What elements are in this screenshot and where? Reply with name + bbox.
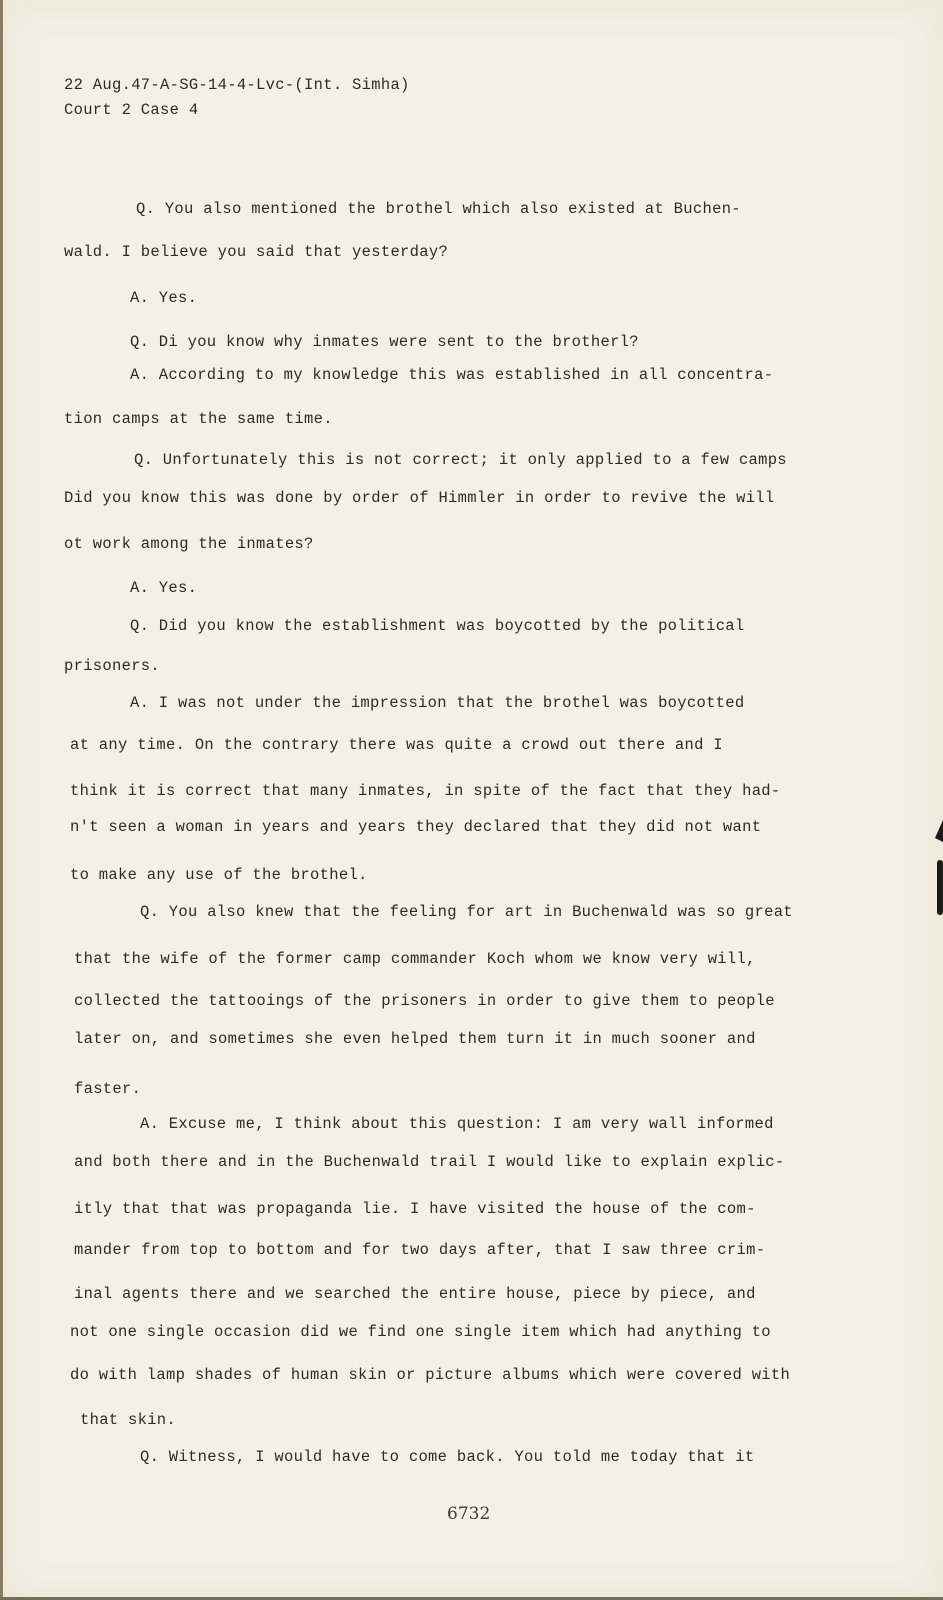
transcript-line: that the wife of the former camp commander Koch whom we know very will, <box>74 950 756 968</box>
transcript-line: to make any use of the brothel. <box>70 866 368 884</box>
transcript-line: mander from top to bottom and for two days after, that I saw three crim- <box>74 1241 766 1259</box>
header-court-case: Court 2 Case 4 <box>64 101 199 119</box>
transcript-line: Q. You also knew that the feeling for art in Buchenwald was so great <box>140 903 793 921</box>
transcript-line: collected the tattooings of the prisoners in order to give them to people <box>74 992 775 1010</box>
transcript-line: faster. <box>74 1080 142 1098</box>
transcript-line: A. Yes. <box>130 579 198 597</box>
transcript-line: A. I was not under the impression that the brothel was boycotted <box>130 694 745 712</box>
transcript-line: A. Yes. <box>130 289 198 307</box>
transcript-line: prisoners. <box>64 657 161 675</box>
transcript-line: Q. Di you know why inmates were sent to the brotherl? <box>130 333 639 351</box>
transcript-line: A. According to my knowledge this was established in all concentra- <box>130 366 774 384</box>
transcript-line: Q. Witness, I would have to come back. You told me today that it <box>140 1448 755 1466</box>
binding-clip-mark <box>933 820 943 920</box>
transcript-line: later on, and sometimes she even helped them turn it in much sooner and <box>74 1030 756 1048</box>
transcript-line: Q. Did you know the establishment was boycotted by the political <box>130 617 745 635</box>
transcript-line: Q. Unfortunately this is not correct; it only applied to a few camps <box>134 451 787 469</box>
transcript-line: do with lamp shades of human skin or picture albums which were covered with <box>70 1366 791 1384</box>
transcript-line: Q. You also mentioned the brothel which also existed at Buchen- <box>136 200 741 218</box>
page-number: 6732 <box>447 1504 491 1524</box>
transcript-line: not one single occasion did we find one single item which had anything to <box>70 1323 771 1341</box>
transcript-line: itly that that was propaganda lie. I have visited the house of the com- <box>74 1200 756 1218</box>
transcript-line: n't seen a woman in years and years they declared that they did not want <box>70 818 762 836</box>
transcript-line: inal agents there and we searched the entire house, piece by piece, and <box>74 1285 756 1303</box>
transcript-line: at any time. On the contrary there was quite a crowd out there and I <box>70 736 723 754</box>
transcript-line: A. Excuse me, I think about this question: I am very wall informed <box>140 1115 774 1133</box>
transcript-line: tion camps at the same time. <box>64 410 333 428</box>
transcript-line: think it is correct that many inmates, in spite of the fact that they had- <box>70 782 781 800</box>
transcript-line: ot work among the inmates? <box>64 535 314 553</box>
transcript-line: wald. I believe you said that yesterday? <box>64 243 449 261</box>
header-reference: 22 Aug.47-A-SG-14-4-Lvc-(Int. Simha) <box>64 76 410 94</box>
transcript-line: that skin. <box>80 1411 177 1429</box>
transcript-line: Did you know this was done by order of Himmler in order to revive the will <box>64 489 775 507</box>
transcript-line: and both there and in the Buchenwald trail I would like to explain explic- <box>74 1153 785 1171</box>
